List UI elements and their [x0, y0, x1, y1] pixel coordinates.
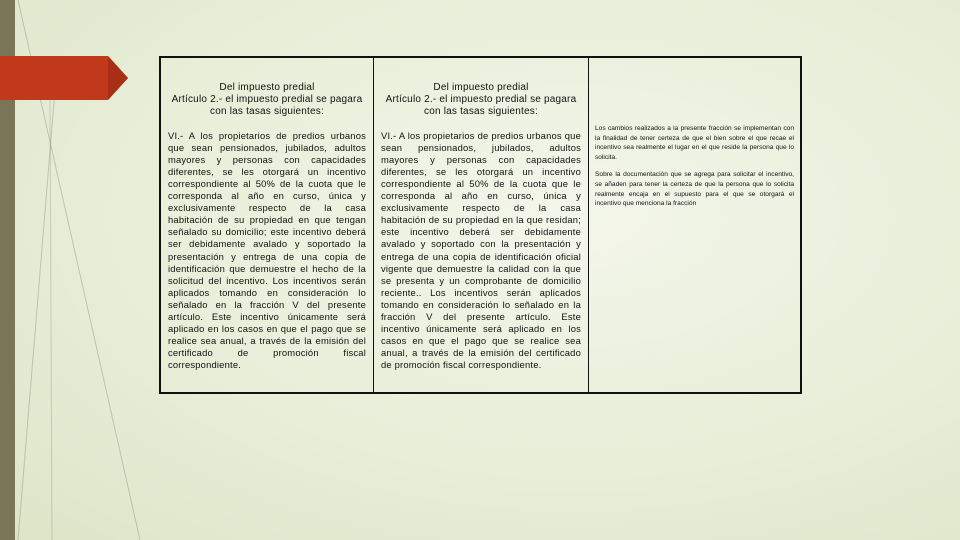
notes-container	[589, 58, 800, 209]
original-text-column	[160, 57, 374, 393]
comparison-table	[159, 56, 802, 394]
proposed-text-column	[374, 57, 589, 393]
header-line: Del impuesto predial Artículo 2.- el impuesto predial se pagara con las tasas siguientes:	[171, 82, 363, 118]
note-paragraph: Sobre la documentación que se agrega para solicitar el incentivo, se añaden para tener la certeza de que la persona que lo solicita realmente encaja en el supuesto para el que se otorgará el incentivo que menciona la fracción	[595, 171, 794, 208]
column-body: VI.- A los propietarios de predios urbanos que sean pensionados, jubilados, adultos mayores y personas con capacidades diferentes, se les otorgará un incentivo correspondiente al 50% de la cuota que le corresponda al año en curso, única y exclusivamente respecto de la casa habitación de su propiedad en la que residan; este incentivo deberá ser debidamente avalado y soportado con la presentación y entrega de una copia de identificación oficial vigente que demuestre la calidad con la que se presenta y un comprobante de domicilio reciente.. Los incentivos serán aplicados tomando en consideración lo señalado en la fracción V del presente artículo. Este incentivo únicamente será aplicado en los casos en que el pago que se realice sea anual, a través de la emisión del certificado de promoción fiscal correspondiente.	[381, 129, 581, 371]
notes-column	[589, 57, 802, 393]
accent-arrow-banner	[0, 56, 128, 100]
column-header	[161, 58, 373, 119]
column-body: VI.- A los propietarios de predios urbanos que sean pensionados, jubilados, adultos mayores y personas con capacidades diferentes, se les otorgará un incentivo correspondiente al 50% de la cuota que le corresponda al año en curso, única y exclusivamente respecto de la casa habitación de su propiedad en que tengan señalado su domicilio; este incentivo deberá ser debidamente avalado y soportado la presentación y entrega de una copia de identificación que demuestre el hecho de la solicitud del incentivo. Los incentivos serán aplicados tomando en consideración lo señalado en la fracción V del presente artículo. Este incentivo únicamente será aplicado en los casos en que el pago que se realice sea anual, a través de la emisión del certificado de promoción fiscal correspondiente.	[168, 129, 366, 371]
header-line: Del impuesto predial Artículo 2.- el impuesto predial se pagara con las tasas siguientes:	[385, 82, 577, 118]
column-header	[374, 58, 588, 119]
note-paragraph: Los cambios realizados a la presente fracción se implementan con la finalidad de tener certeza de que el bien sobre el que recae el incentivo sea realmente el lugar en el que reside la persona que lo solicita.	[595, 125, 794, 161]
